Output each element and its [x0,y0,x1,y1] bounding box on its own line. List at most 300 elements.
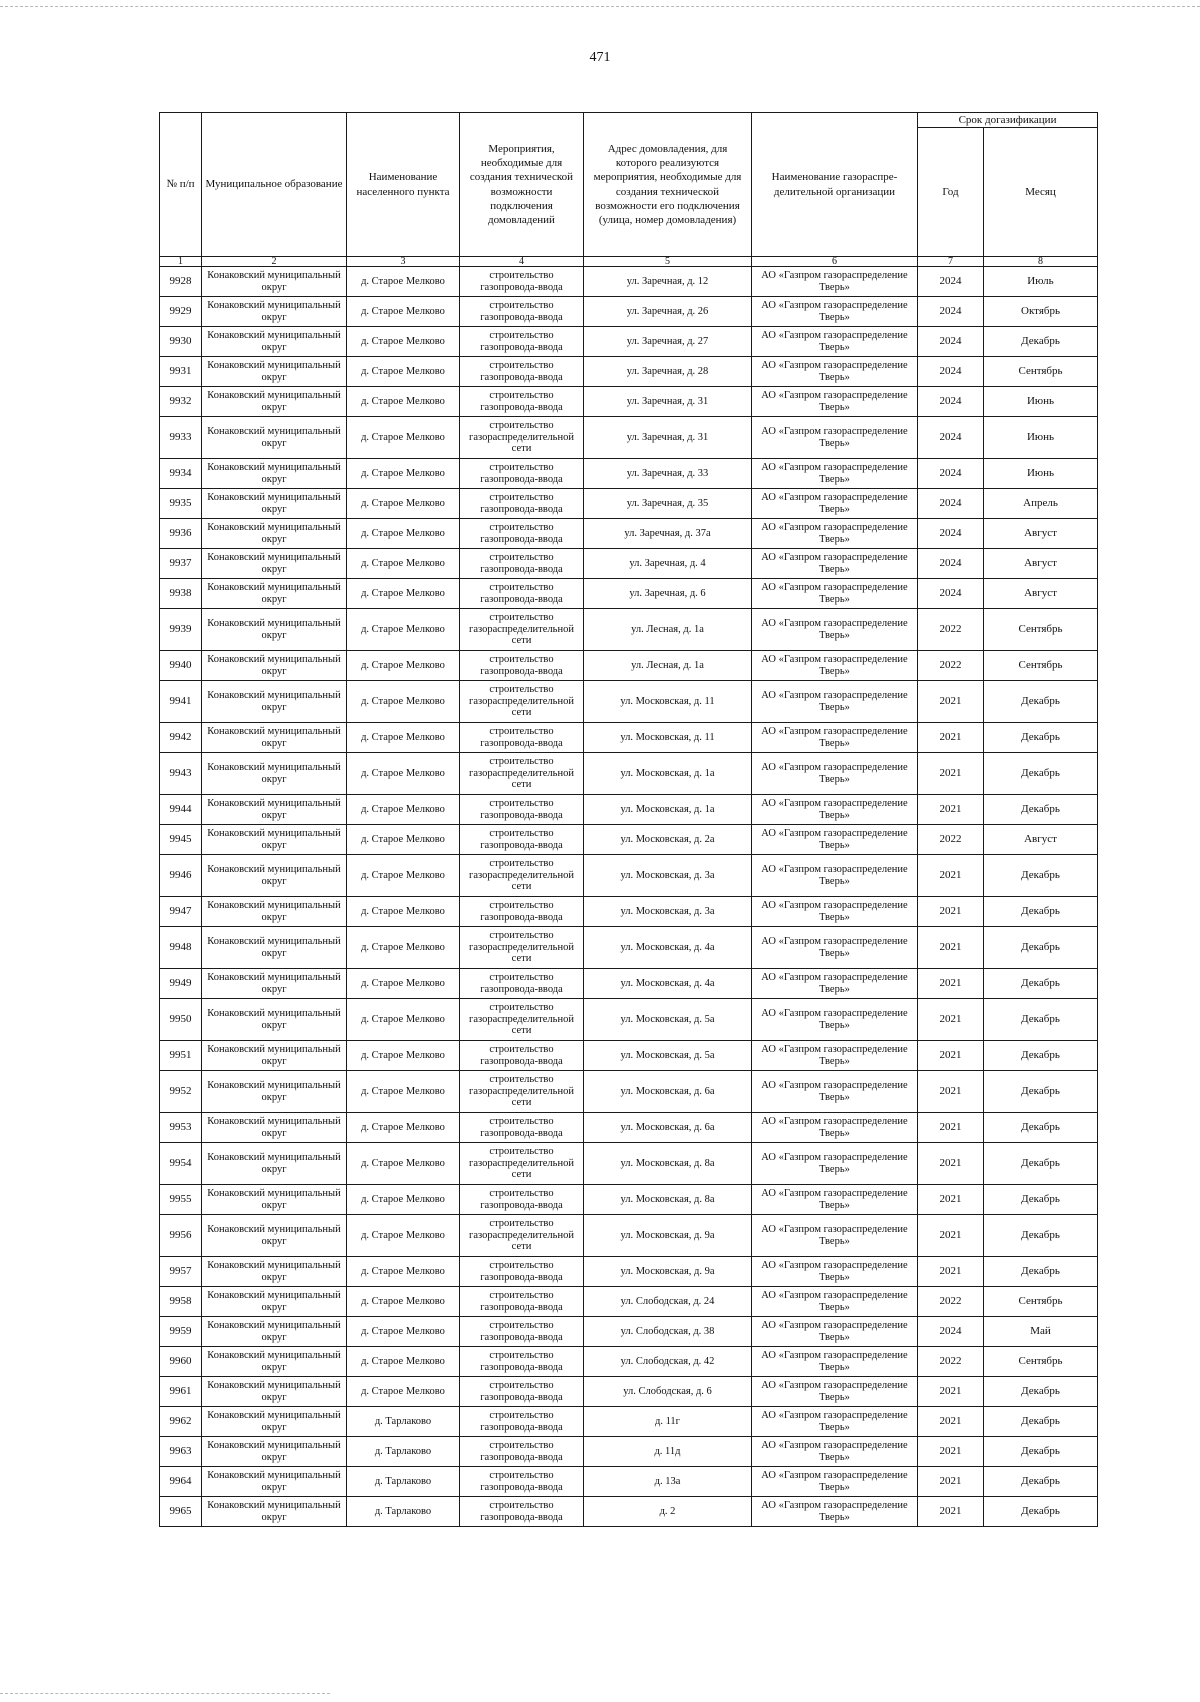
organization-cell: АО «Газпром газораспределение Тверь» [752,1497,918,1527]
month-cell: Декабрь [984,1497,1098,1527]
year-cell: 2021 [918,1467,984,1497]
table-row [160,753,1098,795]
settlement-cell: д. Старое Мелково [347,609,460,651]
address-cell: ул. Московская, д. 8а [584,1143,752,1185]
month-cell: Август [984,825,1098,855]
measure-cell: строительство газораспределительной сети [460,927,584,969]
address-cell: ул. Заречная, д. 33 [584,459,752,489]
month-cell: Декабрь [984,753,1098,795]
measure-cell: строительство газораспределительной сети [460,855,584,897]
measure-cell: строительство газопровода-ввода [460,327,584,357]
year-cell: 2024 [918,387,984,417]
settlement-cell: д. Старое Мелково [347,897,460,927]
measure-cell: строительство газопровода-ввода [460,489,584,519]
organization-cell: АО «Газпром газораспределение Тверь» [752,579,918,609]
organization-cell: АО «Газпром газораспределение Тверь» [752,855,918,897]
measure-cell: строительство газопровода-ввода [460,825,584,855]
measure-cell: строительство газопровода-ввода [460,1287,584,1317]
settlement-cell: д. Старое Мелково [347,1257,460,1287]
year-cell: 2021 [918,1407,984,1437]
year-cell: 2021 [918,723,984,753]
municipality-cell: Конаковский муниципальный округ [202,489,347,519]
row-number-cell: 9939 [160,609,202,651]
row-number-cell: 9941 [160,681,202,723]
organization-cell: АО «Газпром газораспределение Тверь» [752,1407,918,1437]
month-cell: Декабрь [984,1041,1098,1071]
measure-cell: строительство газопровода-ввода [460,579,584,609]
municipality-cell: Конаковский муниципальный округ [202,927,347,969]
municipality-cell: Конаковский муниципальный округ [202,519,347,549]
year-cell: 2021 [918,1071,984,1113]
measure-cell: строительство газопровода-ввода [460,549,584,579]
table-row [160,1407,1098,1437]
address-cell: ул. Московская, д. 3а [584,897,752,927]
address-cell: ул. Московская, д. 11 [584,723,752,753]
table-row [160,927,1098,969]
table-row [160,795,1098,825]
year-cell: 2021 [918,897,984,927]
measure-cell: строительство газопровода-ввода [460,723,584,753]
organization-cell: АО «Газпром газораспределение Тверь» [752,927,918,969]
month-cell: Декабрь [984,855,1098,897]
month-cell: Декабрь [984,327,1098,357]
settlement-cell: д. Старое Мелково [347,651,460,681]
municipality-cell: Конаковский муниципальный округ [202,459,347,489]
header-organization: Наименование газораспре-делительной организации [752,113,918,257]
table-row [160,387,1098,417]
measure-cell: строительство газопровода-ввода [460,795,584,825]
organization-cell: АО «Газпром газораспределение Тверь» [752,1467,918,1497]
month-cell: Декабрь [984,897,1098,927]
settlement-cell: д. Старое Мелково [347,1185,460,1215]
year-cell: 2021 [918,927,984,969]
month-cell: Декабрь [984,1143,1098,1185]
table-row [160,417,1098,459]
settlement-cell: д. Тарлаково [347,1467,460,1497]
organization-cell: АО «Газпром газораспределение Тверь» [752,549,918,579]
organization-cell: АО «Газпром газораспределение Тверь» [752,1113,918,1143]
measure-cell: строительство газопровода-ввода [460,1347,584,1377]
settlement-cell: д. Старое Мелково [347,1215,460,1257]
row-number-cell: 9947 [160,897,202,927]
settlement-cell: д. Старое Мелково [347,579,460,609]
measure-cell: строительство газопровода-ввода [460,1437,584,1467]
year-cell: 2024 [918,579,984,609]
settlement-cell: д. Старое Мелково [347,549,460,579]
header-year: Год [918,128,984,257]
month-cell: Октябрь [984,297,1098,327]
row-number-cell: 9942 [160,723,202,753]
row-number-cell: 9956 [160,1215,202,1257]
measure-cell: строительство газопровода-ввода [460,1317,584,1347]
measure-cell: строительство газораспределительной сети [460,999,584,1041]
measure-cell: строительство газопровода-ввода [460,357,584,387]
municipality-cell: Конаковский муниципальный округ [202,1257,347,1287]
municipality-cell: Конаковский муниципальный округ [202,999,347,1041]
municipality-cell: Конаковский муниципальный округ [202,357,347,387]
row-number-cell: 9950 [160,999,202,1041]
address-cell: ул. Заречная, д. 31 [584,417,752,459]
municipality-cell: Конаковский муниципальный округ [202,1467,347,1497]
organization-cell: АО «Газпром газораспределение Тверь» [752,897,918,927]
table-row [160,1041,1098,1071]
row-number-cell: 9935 [160,489,202,519]
year-cell: 2022 [918,825,984,855]
year-cell: 2021 [918,1377,984,1407]
header-settlement: Наименование населенного пункта [347,113,460,257]
address-cell: ул. Заречная, д. 37а [584,519,752,549]
month-cell: Декабрь [984,723,1098,753]
table-row [160,969,1098,999]
organization-cell: АО «Газпром газораспределение Тверь» [752,1143,918,1185]
table-row [160,1113,1098,1143]
table-row [160,1257,1098,1287]
year-cell: 2021 [918,1257,984,1287]
table-row [160,489,1098,519]
table-row [160,1071,1098,1113]
month-cell: Сентябрь [984,609,1098,651]
year-cell: 2024 [918,417,984,459]
table-row [160,459,1098,489]
month-cell: Декабрь [984,1437,1098,1467]
municipality-cell: Конаковский муниципальный округ [202,825,347,855]
row-number-cell: 9931 [160,357,202,387]
row-number-cell: 9928 [160,267,202,297]
organization-cell: АО «Газпром газораспределение Тверь» [752,489,918,519]
table-row [160,1377,1098,1407]
municipality-cell: Конаковский муниципальный округ [202,1407,347,1437]
municipality-cell: Конаковский муниципальный округ [202,1317,347,1347]
address-cell: д. 11г [584,1407,752,1437]
address-cell: ул. Московская, д. 5а [584,1041,752,1071]
address-cell: ул. Лесная, д. 1а [584,609,752,651]
settlement-cell: д. Старое Мелково [347,825,460,855]
address-cell: ул. Заречная, д. 28 [584,357,752,387]
month-cell: Июнь [984,459,1098,489]
table-row [160,1317,1098,1347]
settlement-cell: д. Старое Мелково [347,795,460,825]
row-number-cell: 9944 [160,795,202,825]
address-cell: д. 13а [584,1467,752,1497]
address-cell: ул. Московская, д. 4а [584,969,752,999]
row-number-cell: 9957 [160,1257,202,1287]
table-row [160,579,1098,609]
measure-cell: строительство газопровода-ввода [460,1467,584,1497]
municipality-cell: Конаковский муниципальный округ [202,1377,347,1407]
municipality-cell: Конаковский муниципальный округ [202,1185,347,1215]
address-cell: д. 2 [584,1497,752,1527]
measure-cell: строительство газопровода-ввода [460,519,584,549]
organization-cell: АО «Газпром газораспределение Тверь» [752,1287,918,1317]
year-cell: 2024 [918,357,984,387]
measure-cell: строительство газораспределительной сети [460,1071,584,1113]
month-cell: Декабрь [984,969,1098,999]
table-row [160,609,1098,651]
settlement-cell: д. Тарлаково [347,1407,460,1437]
month-cell: Декабрь [984,1467,1098,1497]
month-cell: Август [984,579,1098,609]
month-cell: Декабрь [984,1407,1098,1437]
measure-cell: строительство газораспределительной сети [460,753,584,795]
year-cell: 2024 [918,1317,984,1347]
row-number-cell: 9940 [160,651,202,681]
address-cell: ул. Слободская, д. 6 [584,1377,752,1407]
address-cell: ул. Московская, д. 11 [584,681,752,723]
measure-cell: строительство газораспределительной сети [460,417,584,459]
year-cell: 2022 [918,609,984,651]
settlement-cell: д. Старое Мелково [347,387,460,417]
organization-cell: АО «Газпром газораспределение Тверь» [752,651,918,681]
address-cell: ул. Заречная, д. 4 [584,549,752,579]
address-cell: ул. Московская, д. 2а [584,825,752,855]
municipality-cell: Конаковский муниципальный округ [202,1287,347,1317]
month-cell: Декабрь [984,795,1098,825]
address-cell: ул. Заречная, д. 35 [584,489,752,519]
bottom-scan-rule [0,1693,330,1694]
organization-cell: АО «Газпром газораспределение Тверь» [752,1257,918,1287]
year-cell: 2024 [918,327,984,357]
organization-cell: АО «Газпром газораспределение Тверь» [752,609,918,651]
table-row [160,357,1098,387]
municipality-cell: Конаковский муниципальный округ [202,1143,347,1185]
column-number: 3 [347,257,460,267]
month-cell: Июнь [984,417,1098,459]
row-number-cell: 9929 [160,297,202,327]
settlement-cell: д. Старое Мелково [347,327,460,357]
settlement-cell: д. Старое Мелково [347,1041,460,1071]
address-cell: ул. Заречная, д. 26 [584,297,752,327]
month-cell: Сентябрь [984,651,1098,681]
address-cell: ул. Московская, д. 5а [584,999,752,1041]
address-cell: ул. Московская, д. 4а [584,927,752,969]
settlement-cell: д. Старое Мелково [347,681,460,723]
month-cell: Сентябрь [984,1347,1098,1377]
municipality-cell: Конаковский муниципальный округ [202,387,347,417]
table-row [160,825,1098,855]
year-cell: 2022 [918,651,984,681]
table-row [160,723,1098,753]
address-cell: ул. Московская, д. 6а [584,1113,752,1143]
header-month: Месяц [984,128,1098,257]
organization-cell: АО «Газпром газораспределение Тверь» [752,357,918,387]
month-cell: Декабрь [984,681,1098,723]
column-number: 8 [984,257,1098,267]
year-cell: 2022 [918,1287,984,1317]
year-cell: 2021 [918,681,984,723]
row-number-cell: 9964 [160,1467,202,1497]
year-cell: 2021 [918,1215,984,1257]
table-row [160,1185,1098,1215]
organization-cell: АО «Газпром газораспределение Тверь» [752,999,918,1041]
column-number: 1 [160,257,202,267]
table-row [160,549,1098,579]
municipality-cell: Конаковский муниципальный округ [202,297,347,327]
measure-cell: строительство газопровода-ввода [460,459,584,489]
municipality-cell: Конаковский муниципальный округ [202,855,347,897]
row-number-cell: 9936 [160,519,202,549]
measure-cell: строительство газораспределительной сети [460,1215,584,1257]
table-row [160,1437,1098,1467]
municipality-cell: Конаковский муниципальный округ [202,651,347,681]
row-number-cell: 9933 [160,417,202,459]
top-scan-rule [0,6,1200,7]
table-row [160,651,1098,681]
settlement-cell: д. Старое Мелково [347,927,460,969]
row-number-cell: 9953 [160,1113,202,1143]
measure-cell: строительство газопровода-ввода [460,897,584,927]
table-row [160,855,1098,897]
year-cell: 2024 [918,549,984,579]
municipality-cell: Конаковский муниципальный округ [202,1113,347,1143]
month-cell: Декабрь [984,1113,1098,1143]
measure-cell: строительство газопровода-ввода [460,1497,584,1527]
row-number-cell: 9959 [160,1317,202,1347]
municipality-cell: Конаковский муниципальный округ [202,1071,347,1113]
organization-cell: АО «Газпром газораспределение Тверь» [752,681,918,723]
organization-cell: АО «Газпром газораспределение Тверь» [752,1041,918,1071]
column-number: 6 [752,257,918,267]
measure-cell: строительство газопровода-ввода [460,1257,584,1287]
measure-cell: строительство газопровода-ввода [460,297,584,327]
address-cell: д. 11д [584,1437,752,1467]
measure-cell: строительство газопровода-ввода [460,969,584,999]
table-row [160,1215,1098,1257]
table-row [160,267,1098,297]
year-cell: 2021 [918,795,984,825]
settlement-cell: д. Старое Мелково [347,357,460,387]
month-cell: Июнь [984,387,1098,417]
address-cell: ул. Слободская, д. 38 [584,1317,752,1347]
table-row [160,327,1098,357]
settlement-cell: д. Старое Мелково [347,753,460,795]
settlement-cell: д. Старое Мелково [347,969,460,999]
table-row [160,1497,1098,1527]
measure-cell: строительство газопровода-ввода [460,387,584,417]
year-cell: 2024 [918,297,984,327]
row-number-cell: 9952 [160,1071,202,1113]
organization-cell: АО «Газпром газораспределение Тверь» [752,1377,918,1407]
organization-cell: АО «Газпром газораспределение Тверь» [752,327,918,357]
month-cell: Декабрь [984,1377,1098,1407]
header-gasification-term: Срок догазификации [918,113,1098,128]
address-cell: ул. Заречная, д. 27 [584,327,752,357]
municipality-cell: Конаковский муниципальный округ [202,753,347,795]
address-cell: ул. Слободская, д. 42 [584,1347,752,1377]
year-cell: 2021 [918,1437,984,1467]
year-cell: 2021 [918,855,984,897]
month-cell: Декабрь [984,1215,1098,1257]
settlement-cell: д. Старое Мелково [347,489,460,519]
settlement-cell: д. Старое Мелково [347,999,460,1041]
settlement-cell: д. Тарлаково [347,1497,460,1527]
measure-cell: строительство газораспределительной сети [460,1143,584,1185]
measure-cell: строительство газопровода-ввода [460,1185,584,1215]
settlement-cell: д. Старое Мелково [347,1113,460,1143]
measure-cell: строительство газопровода-ввода [460,267,584,297]
month-cell: Сентябрь [984,1287,1098,1317]
address-cell: ул. Московская, д. 1а [584,795,752,825]
year-cell: 2021 [918,1143,984,1185]
settlement-cell: д. Тарлаково [347,1437,460,1467]
row-number-cell: 9961 [160,1377,202,1407]
year-cell: 2021 [918,753,984,795]
month-cell: Май [984,1317,1098,1347]
row-number-cell: 9932 [160,387,202,417]
organization-cell: АО «Газпром газораспределение Тверь» [752,795,918,825]
municipality-cell: Конаковский муниципальный округ [202,1347,347,1377]
municipality-cell: Конаковский муниципальный округ [202,795,347,825]
month-cell: Декабрь [984,999,1098,1041]
settlement-cell: д. Старое Мелково [347,519,460,549]
row-number-cell: 9962 [160,1407,202,1437]
organization-cell: АО «Газпром газораспределение Тверь» [752,417,918,459]
row-number-cell: 9948 [160,927,202,969]
month-cell: Декабрь [984,927,1098,969]
row-number-cell: 9949 [160,969,202,999]
organization-cell: АО «Газпром газораспределение Тверь» [752,825,918,855]
settlement-cell: д. Старое Мелково [347,1347,460,1377]
year-cell: 2022 [918,1347,984,1377]
row-number-cell: 9938 [160,579,202,609]
organization-cell: АО «Газпром газораспределение Тверь» [752,1071,918,1113]
month-cell: Декабрь [984,1071,1098,1113]
municipality-cell: Конаковский муниципальный округ [202,897,347,927]
table-row [160,519,1098,549]
year-cell: 2021 [918,1041,984,1071]
measure-cell: строительство газопровода-ввода [460,1041,584,1071]
measure-cell: строительство газопровода-ввода [460,1377,584,1407]
row-number-cell: 9963 [160,1437,202,1467]
municipality-cell: Конаковский муниципальный округ [202,969,347,999]
column-number: 2 [202,257,347,267]
month-cell: Декабрь [984,1257,1098,1287]
row-number-cell: 9945 [160,825,202,855]
measure-cell: строительство газопровода-ввода [460,1113,584,1143]
page-number: 471 [589,50,611,65]
table-row [160,1467,1098,1497]
address-cell: ул. Московская, д. 8а [584,1185,752,1215]
settlement-cell: д. Старое Мелково [347,723,460,753]
table-row [160,897,1098,927]
table-row [160,999,1098,1041]
address-cell: ул. Слободская, д. 24 [584,1287,752,1317]
table-row [160,1287,1098,1317]
year-cell: 2021 [918,969,984,999]
settlement-cell: д. Старое Мелково [347,1143,460,1185]
measure-cell: строительство газопровода-ввода [460,651,584,681]
row-number-cell: 9960 [160,1347,202,1377]
settlement-cell: д. Старое Мелково [347,1287,460,1317]
organization-cell: АО «Газпром газораспределение Тверь» [752,387,918,417]
year-cell: 2024 [918,267,984,297]
municipality-cell: Конаковский муниципальный округ [202,1497,347,1527]
settlement-cell: д. Старое Мелково [347,459,460,489]
year-cell: 2024 [918,489,984,519]
header-municipality: Муниципальное образование [202,113,347,257]
row-number-cell: 9937 [160,549,202,579]
address-cell: ул. Московская, д. 3а [584,855,752,897]
month-cell: Сентябрь [984,357,1098,387]
measure-cell: строительство газопровода-ввода [460,1407,584,1437]
settlement-cell: д. Старое Мелково [347,1317,460,1347]
organization-cell: АО «Газпром газораспределение Тверь» [752,1347,918,1377]
table-row [160,1143,1098,1185]
gasification-table [159,112,1098,1527]
column-number-row [160,257,1098,267]
year-cell: 2024 [918,519,984,549]
organization-cell: АО «Газпром газораспределение Тверь» [752,267,918,297]
measure-cell: строительство газораспределительной сети [460,681,584,723]
